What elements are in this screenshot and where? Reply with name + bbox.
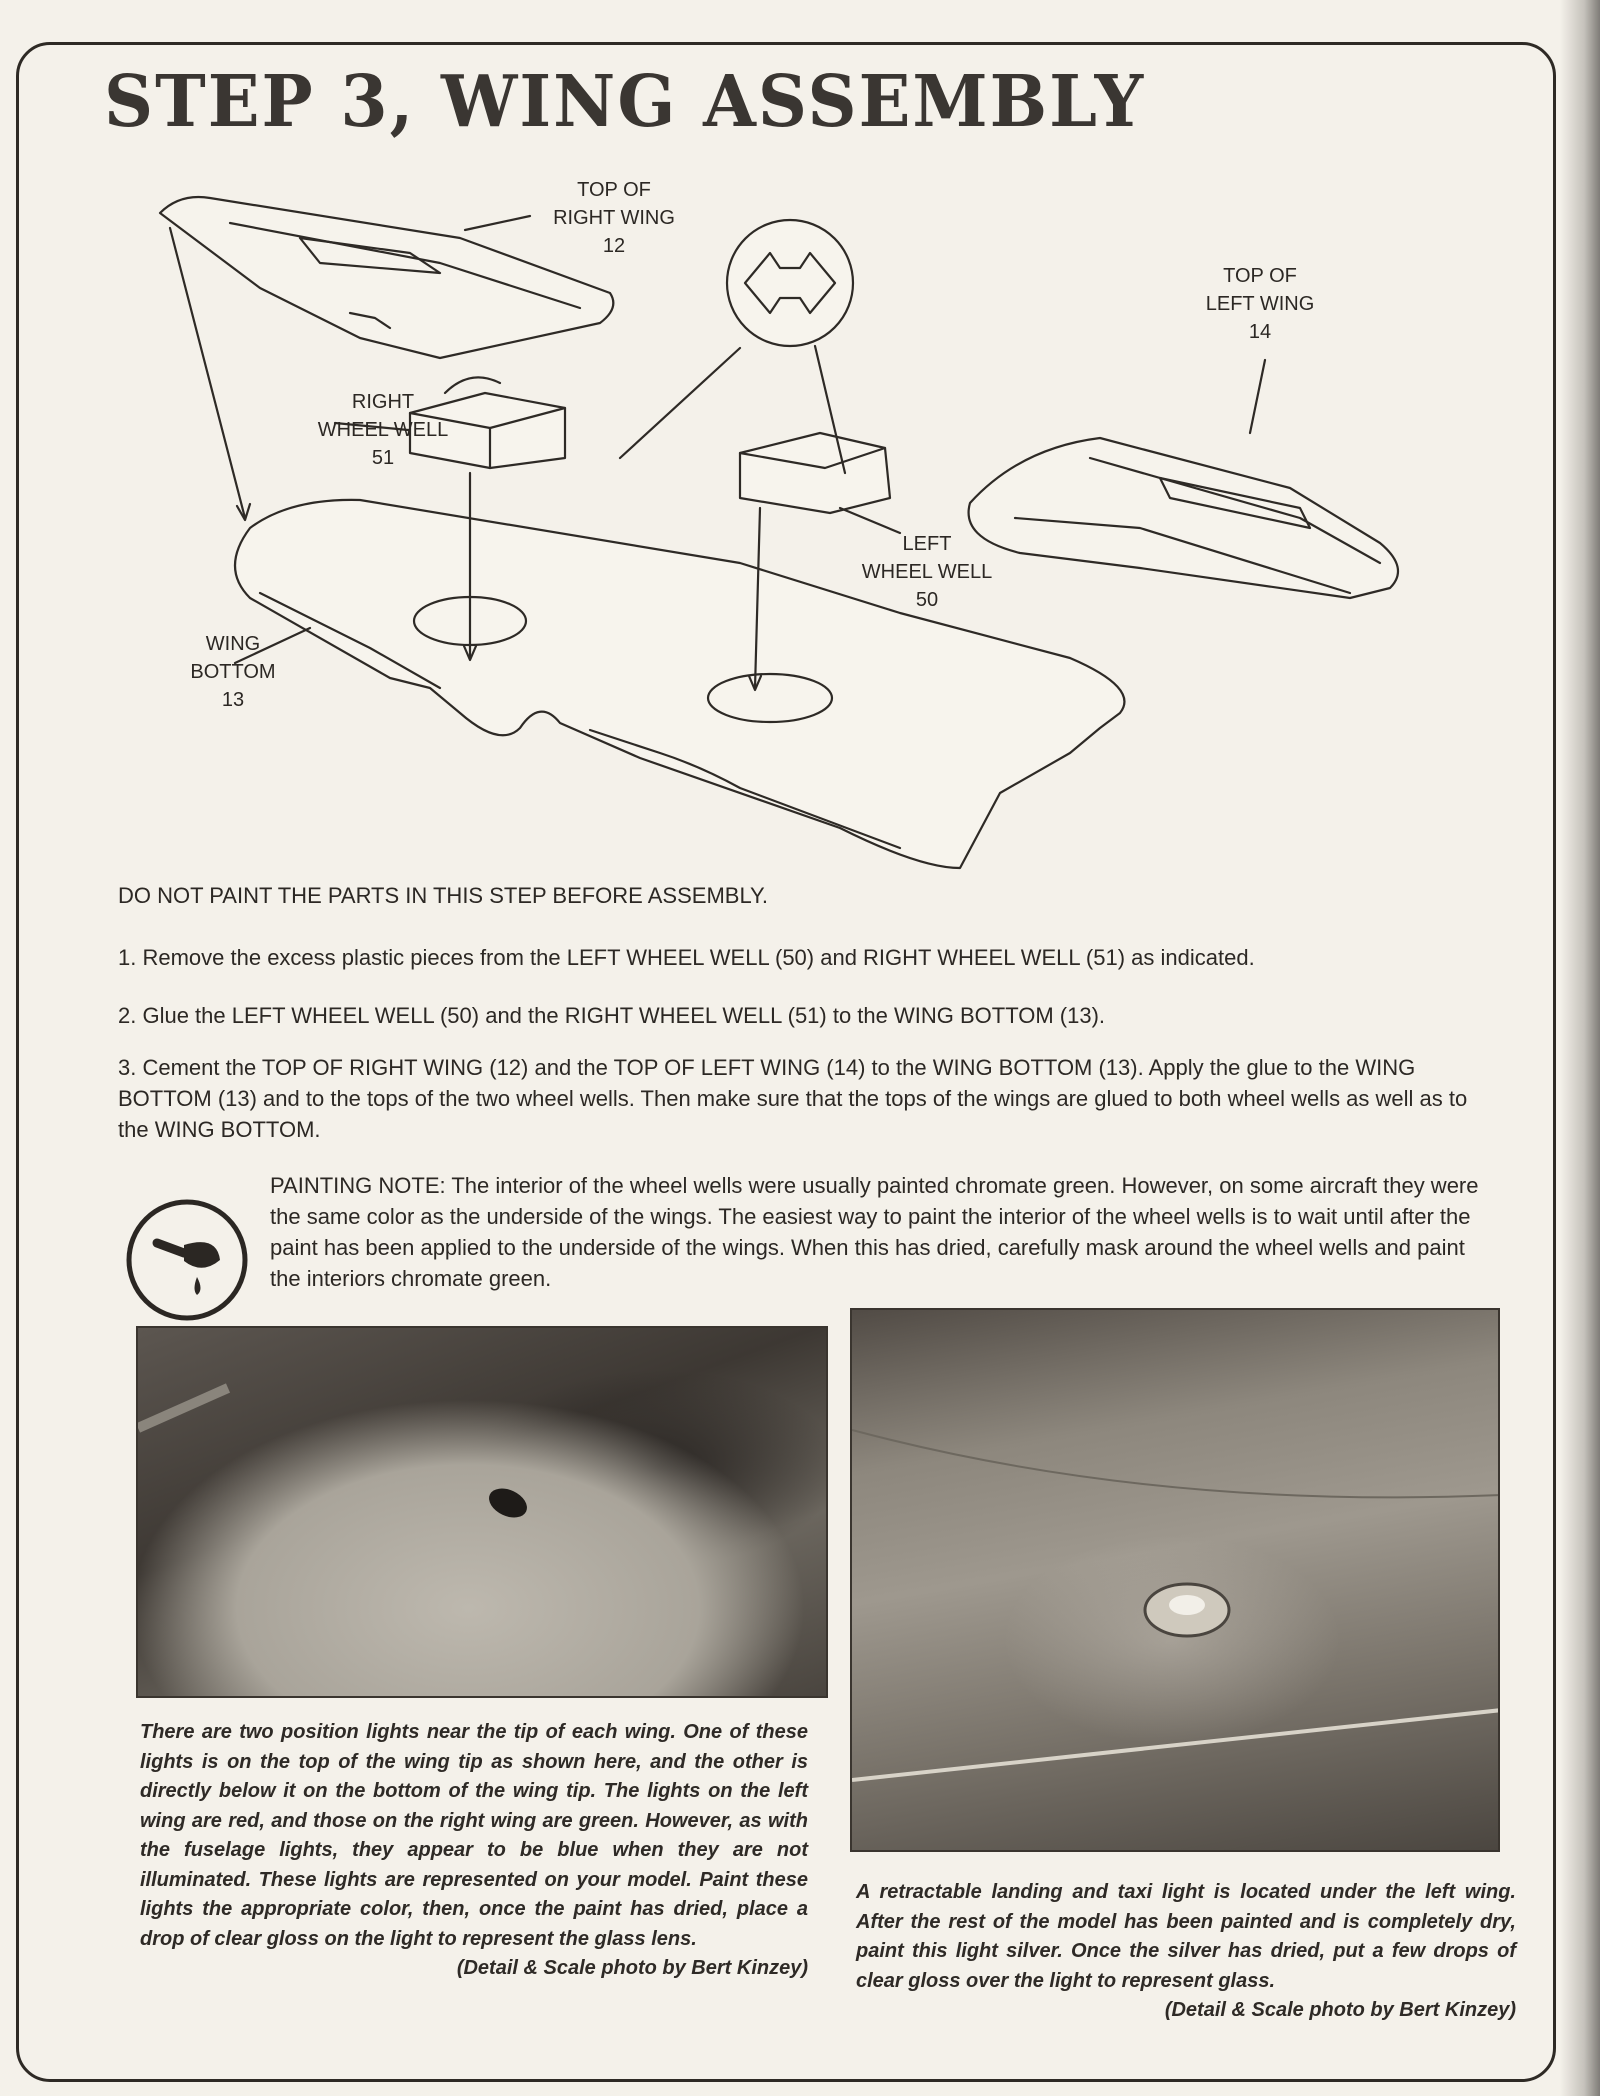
wing-assembly-diagram <box>140 168 1440 888</box>
page-binding-shadow <box>1560 0 1600 2096</box>
label-right-wheel-well <box>308 388 458 472</box>
label-wing-bottom <box>178 630 288 714</box>
label-line: WING <box>205 633 261 655</box>
label-line: LEFT <box>902 533 952 555</box>
landing-light-photo <box>850 1308 1500 1852</box>
label-line: RIGHT <box>351 391 415 413</box>
label-line: WHEEL WELL <box>317 419 449 441</box>
label-line: BOTTOM <box>190 661 276 683</box>
left-wheel-well-part <box>740 433 890 513</box>
right-photo-caption <box>856 1878 1516 2026</box>
label-top-right-wing <box>544 176 684 260</box>
wing-tip-position-light-photo <box>136 1326 828 1698</box>
paint-brush-icon <box>122 1195 252 1325</box>
label-line: 50 <box>915 589 939 611</box>
left-photo-caption <box>140 1718 808 1984</box>
label-line: 13 <box>221 689 245 711</box>
right-wing-guide-arrow <box>170 228 245 518</box>
photo-credit: (Detail & Scale photo by Bert Kinzey) <box>456 1957 808 1979</box>
label-left-wheel-well <box>852 530 1002 614</box>
step-1: 1. Remove the excess plastic pieces from the LEFT WHEEL WELL (50) and RIGHT WHEEL WELL (51) as indicated. <box>118 945 1255 970</box>
label-line: TOP OF <box>1223 265 1297 287</box>
label-top-left-wing <box>1190 262 1330 346</box>
caption-text: A retractable landing and taxi light is located under the left wing. After the rest of the model has been painted and is completely dry, paint this light silver. Once the silver has dried, put a few drops of clear gloss over the light to represent glass. <box>856 1881 1516 1992</box>
label-line: LEFT WING <box>1205 293 1315 315</box>
label-line: 14 <box>1248 321 1272 343</box>
label-line: TOP OF <box>577 179 651 201</box>
page-title: STEP 3, WING ASSEMBLY <box>104 60 1146 144</box>
caption-text: There are two position lights near the tip of each wing. One of these lights is on the top of the wing tip as shown here, and the other is directly below it on the bottom of the wing tip. The lights on the left wing are red, and those on the right wing are green. However, as with the fuselage lights, they appear to be blue when they are not illuminated. These lights are represented on your model. Paint these lights the appropriate color, then, once the paint has dried, place a drop of clear gloss on the light to represent the glass lens. <box>140 1721 808 1950</box>
painting-note: PAINTING NOTE: The interior of the wheel wells were usually painted chromate green. However, on some aircraft they were the same color as the underside of the wings. The easiest way to paint the interior of the wheel wells is to wait until after the paint has been applied to the underside of the wings. When this has dried, carefully mask around the wheel wells and paint the interiors chromate green. <box>270 1173 1479 1291</box>
step-3: 3. Cement the TOP OF RIGHT WING (12) and the TOP OF LEFT WING (14) to the WING BOTTOM (13). Apply the glue to the WING BOTTOM (13) and to the tops of the two wheel wells. Then make sure that the tops of the wings are glued to both wheel wells as well as to the WING BOTTOM. <box>118 1055 1468 1142</box>
photo-credit: (Detail & Scale photo by Bert Kinzey) <box>1164 1999 1516 2021</box>
label-line: 51 <box>371 447 395 469</box>
label-line: WHEEL WELL <box>861 561 993 583</box>
top-left-wing-part <box>969 438 1398 598</box>
paint-warning: DO NOT PAINT THE PARTS IN THIS STEP BEFORE ASSEMBLY. <box>118 883 768 908</box>
label-line: RIGHT WING <box>553 207 675 229</box>
label-line: 12 <box>602 235 626 257</box>
step-2: 2. Glue the LEFT WHEEL WELL (50) and the RIGHT WHEEL WELL (51) to the WING BOTTOM (13). <box>118 1003 1106 1028</box>
